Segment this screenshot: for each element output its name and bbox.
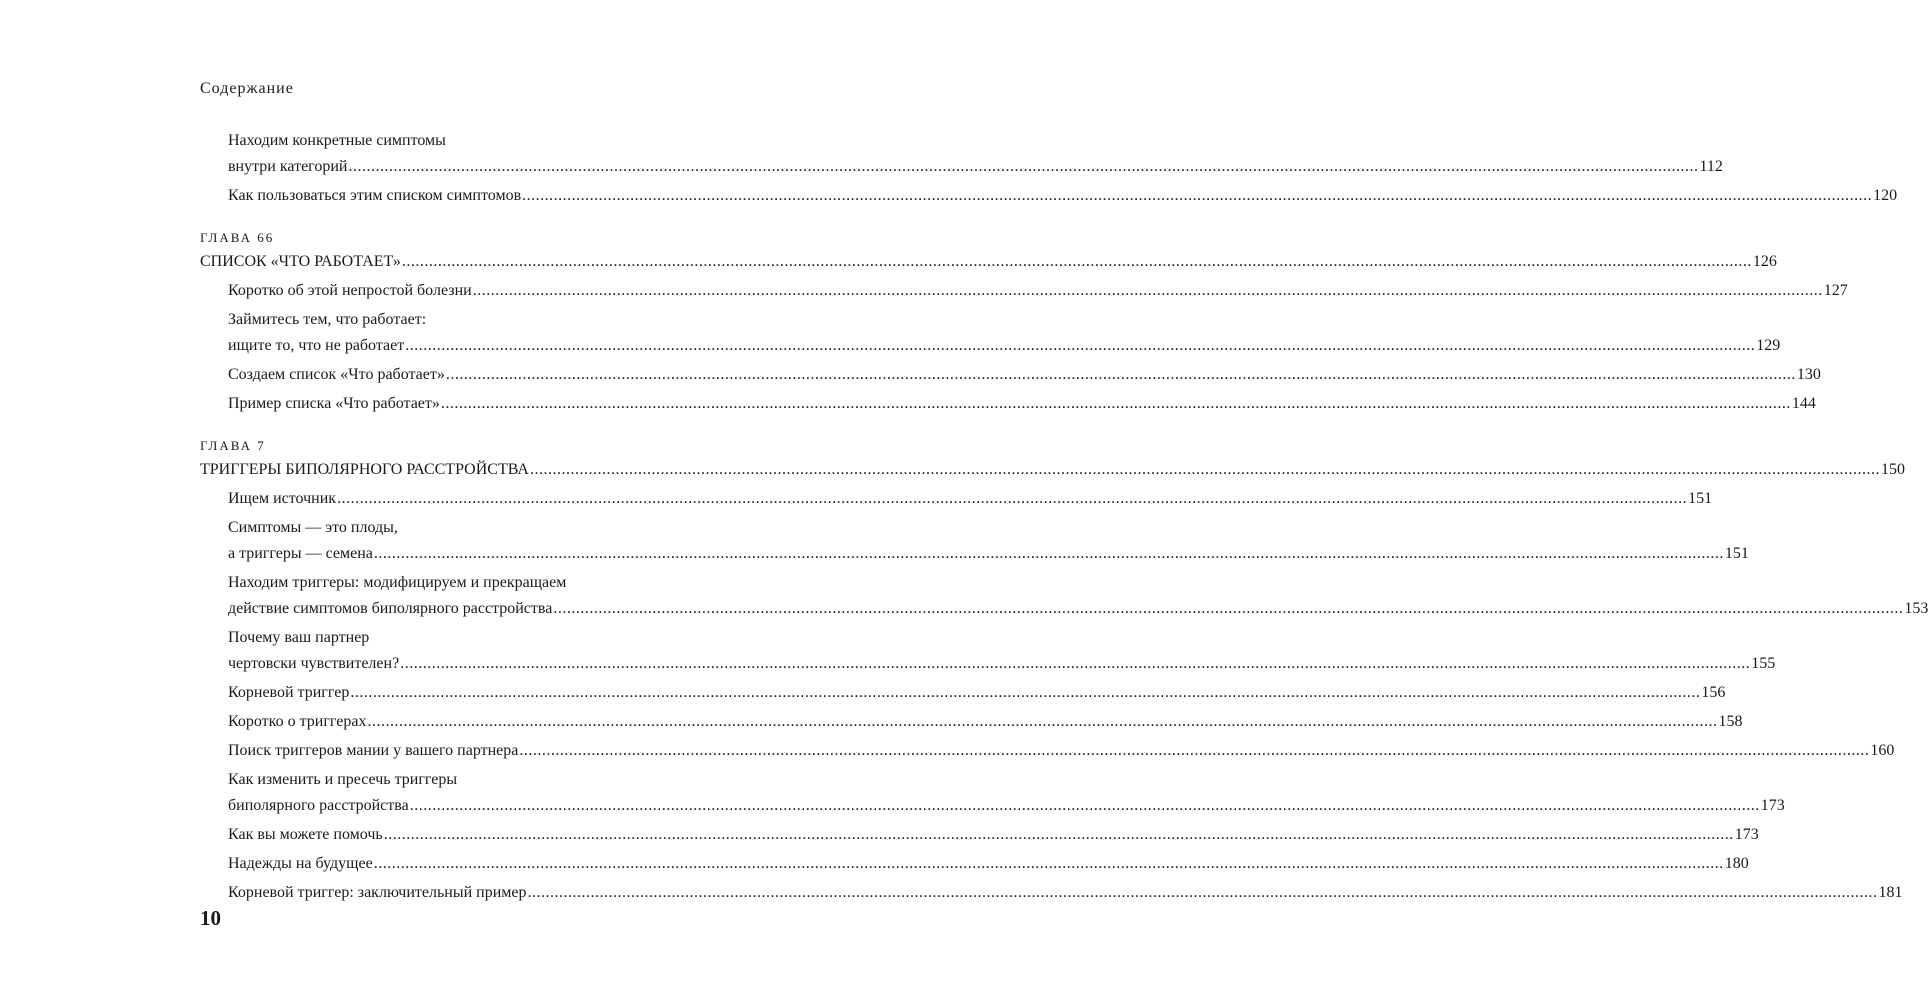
table-of-contents (200, 128, 1928, 909)
toc-entry-title: а триггеры — семена (228, 545, 373, 562)
toc-entry-title: чертовски чувствителен? (228, 655, 400, 672)
toc-entry-title: действие симптомов биполярного расстройства (228, 600, 553, 617)
toc-entry-page: 173 (1760, 797, 1785, 814)
dot-leader: ............................................................................................................................................................................................................................................................................................................ (337, 490, 1688, 507)
toc-entry-line (228, 822, 1759, 848)
chapter-label: ГЛАВА 7 (200, 438, 266, 453)
dot-leader: ............................................................................................................................................................................................................................................................................................................ (373, 545, 1724, 562)
toc-entry-page: 173 (1734, 826, 1759, 843)
dot-leader: ............................................................................................................................................................................................................................................................................................................ (405, 337, 1756, 354)
dot-leader: ............................................................................................................................................................................................................................................................................................................ (373, 855, 1724, 872)
toc-entry-title: Создаем список «Что работает» (228, 366, 445, 383)
toc-entry-title: Пример списка «Что работает» (228, 395, 440, 412)
toc-entry-page: 151 (1724, 545, 1749, 562)
toc-entry-title: Как пользоваться этим списком симптомов (228, 187, 522, 204)
toc-entry-page: 160 (1870, 742, 1895, 759)
toc-entry-line (228, 880, 1903, 906)
toc-entry[interactable] (200, 128, 1723, 180)
toc-entry-title: Корневой триггер (228, 684, 350, 701)
dot-leader: ............................................................................................................................................................................................................................................................................................................ (472, 282, 1823, 299)
page-number: 10 (200, 906, 221, 930)
toc-entry-line (228, 486, 1713, 512)
toc-entry-page: 158 (1718, 713, 1743, 730)
toc-entry-page: 181 (1878, 884, 1903, 901)
dot-leader: ............................................................................................................................................................................................................................................................................................................ (519, 742, 1870, 759)
toc-entry-page: 180 (1724, 855, 1749, 872)
toc-entry[interactable] (200, 486, 1713, 512)
running-header: Содержание (200, 80, 294, 97)
toc-entry-line (228, 333, 1781, 359)
toc-entry-title: Коротко о триггерах (228, 713, 367, 730)
toc-entry[interactable] (200, 570, 1928, 622)
toc-entry[interactable] (200, 738, 1895, 764)
toc-entry-line (228, 278, 1848, 304)
dot-leader: ............................................................................................................................................................................................................................................................................................................ (553, 600, 1904, 617)
dot-leader: ............................................................................................................................................................................................................................................................................................................ (367, 713, 1718, 730)
toc-entry[interactable] (200, 767, 1785, 819)
toc-entry-title-line: Находим конкретные симптомы (228, 132, 446, 149)
toc-entry-page: 151 (1688, 490, 1713, 507)
chapter-title: ТРИГГЕРЫ БИПОЛЯРНОГО РАССТРОЙСТВА (200, 461, 529, 478)
toc-entry-title-line: Почему ваш партнер (228, 629, 370, 646)
chapter-line (200, 457, 1905, 483)
toc-entry-title: биполярного расстройства (228, 797, 409, 814)
toc-entry-title-line: Займитесь тем, что работает: (228, 311, 427, 328)
toc-entry-line (228, 362, 1821, 388)
dot-leader: ............................................................................................................................................................................................................................................................................................................ (529, 461, 1880, 478)
toc-entry[interactable] (200, 362, 1821, 388)
chapter-entry[interactable] (200, 457, 1905, 483)
chapter-title: СПИСОК «ЧТО РАБОТАЕТ» (200, 253, 401, 270)
chapter-entry[interactable] (200, 249, 1777, 275)
dot-leader: ............................................................................................................................................................................................................................................................................................................ (445, 366, 1796, 383)
chapter-label: ГЛАВА 66 (200, 230, 275, 245)
toc-entry-line (228, 793, 1785, 819)
toc-entry-page: 155 (1751, 655, 1776, 672)
dot-leader: ............................................................................................................................................................................................................................................................................................................ (400, 655, 1751, 672)
toc-entry-page: 156 (1701, 684, 1726, 701)
dot-leader: ............................................................................................................................................................................................................................................................................................................ (522, 187, 1873, 204)
toc-entry[interactable] (200, 307, 1781, 359)
toc-entry-line (228, 391, 1816, 417)
toc-entry-title-line: Находим триггеры: модифицируем и прекращаем (228, 574, 567, 591)
toc-entry[interactable] (200, 391, 1816, 417)
toc-entry-line (228, 851, 1749, 877)
toc-entry[interactable] (200, 709, 1743, 735)
toc-entry[interactable] (200, 851, 1749, 877)
toc-entry-line (228, 680, 1726, 706)
toc-entry[interactable] (200, 880, 1903, 906)
toc-entry-page: 112 (1699, 158, 1723, 175)
chapter-page: 126 (1752, 253, 1777, 270)
toc-entry[interactable] (200, 625, 1776, 677)
dot-leader: ............................................................................................................................................................................................................................................................................................................ (409, 797, 1760, 814)
toc-entry-page: 120 (1873, 187, 1898, 204)
toc-entry[interactable] (200, 515, 1749, 567)
dot-leader: ............................................................................................................................................................................................................................................................................................................ (350, 684, 1701, 701)
toc-entry-line (228, 541, 1749, 567)
toc-entry-title: ищите то, что не работает (228, 337, 405, 354)
toc-entry-title: внутри категорий (228, 158, 348, 175)
toc-entry-line (228, 709, 1743, 735)
toc-entry[interactable] (200, 278, 1848, 304)
chapter-page: 150 (1880, 461, 1905, 478)
toc-entry-page: 127 (1823, 282, 1848, 299)
toc-entry-title-line: Как изменить и пресечь триггеры (228, 771, 458, 788)
dot-leader: ............................................................................................................................................................................................................................................................................................................ (401, 253, 1752, 270)
dot-leader: ............................................................................................................................................................................................................................................................................................................ (527, 884, 1878, 901)
toc-entry-title: Ищем источник (228, 490, 337, 507)
toc-entry-page: 144 (1791, 395, 1816, 412)
toc-entry[interactable] (200, 822, 1759, 848)
dot-leader: ............................................................................................................................................................................................................................................................................................................ (383, 826, 1734, 843)
dot-leader: ............................................................................................................................................................................................................................................................................................................ (348, 158, 1699, 175)
toc-entry-page: 129 (1756, 337, 1781, 354)
toc-entry[interactable] (200, 183, 1898, 209)
toc-entry-line (228, 651, 1776, 677)
toc-entry-title: Корневой триггер: заключительный пример (228, 884, 527, 901)
toc-entry[interactable] (200, 680, 1726, 706)
chapter-line (200, 249, 1777, 275)
toc-entry-line (228, 596, 1928, 622)
toc-entry-line (228, 154, 1723, 180)
toc-entry-title: Надежды на будущее (228, 855, 373, 872)
toc-entry-title: Как вы можете помочь (228, 826, 383, 843)
toc-entry-title-line: Симптомы — это плоды, (228, 519, 398, 536)
toc-entry-line (228, 738, 1895, 764)
toc-entry-line (228, 183, 1898, 209)
dot-leader: ............................................................................................................................................................................................................................................................................................................ (440, 395, 1791, 412)
toc-entry-page: 130 (1796, 366, 1821, 383)
toc-entry-page: 153 (1904, 600, 1928, 617)
toc-entry-title: Коротко об этой непростой болезни (228, 282, 472, 299)
toc-entry-title: Поиск триггеров мании у вашего партнера (228, 742, 519, 759)
